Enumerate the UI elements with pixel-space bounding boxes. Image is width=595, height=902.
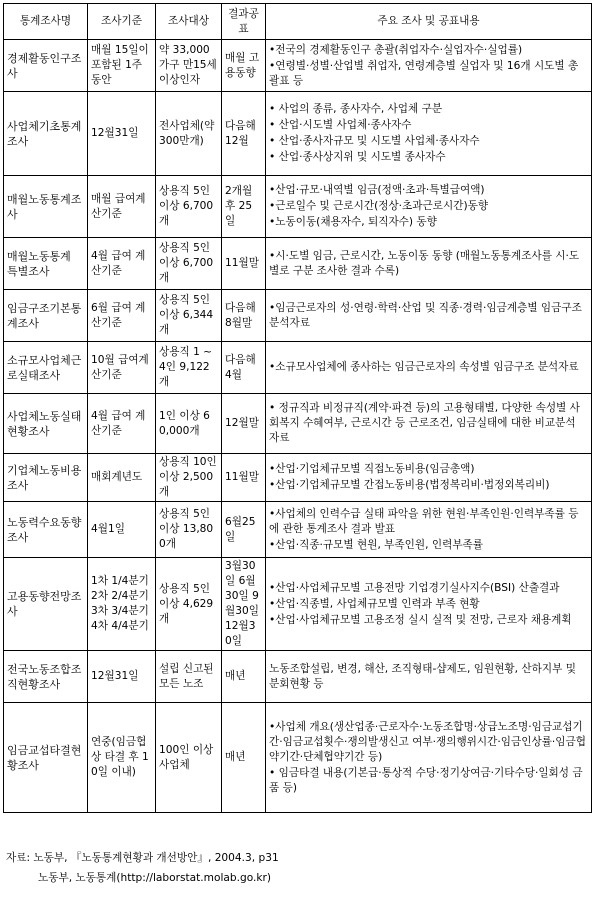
- content-item: •산업·직종별, 사업체규모별 인력과 부족 현황: [269, 597, 480, 610]
- content-item: •산업·직종·규모별 현원, 부족인원, 인력부족률: [269, 538, 484, 551]
- survey-basis: 4월1일: [88, 502, 156, 558]
- content-item: •사업체 개요(생산업종·근로자수·노동조합명·상급노조명·임금교섭기간·임금교섭횟수·쟁의발생신고 여부·쟁의행위시간·임금인상률·임금협약기간·단체협약기간 등): [269, 720, 586, 763]
- survey-target: 100인 이상 사업체: [156, 703, 222, 813]
- survey-release: 12월말: [222, 394, 266, 454]
- table-row: [4, 290, 592, 342]
- survey-basis: 12월31일: [88, 651, 156, 703]
- survey-name: 사업체노동실태현황조사: [4, 394, 88, 454]
- content-item: •산업·사업체규모별 고용전망 기업경기실사지수(BSI) 산출결과: [269, 581, 560, 594]
- survey-release: 2개월후 25일: [222, 176, 266, 238]
- header-basis: 조사기준: [88, 4, 156, 40]
- survey-contents: [266, 502, 592, 558]
- survey-contents: [266, 703, 592, 813]
- statistics-survey-table: [3, 3, 592, 813]
- survey-target: 상용직 10인 이상 2,500개: [156, 454, 222, 502]
- survey-contents: [266, 651, 592, 703]
- table-row: [4, 176, 592, 238]
- survey-name: 소규모사업체근로실태조사: [4, 342, 88, 394]
- survey-contents: [266, 238, 592, 290]
- survey-target: 설립 신고된 모든 노조: [156, 651, 222, 703]
- survey-name: 기업체노동비용조사: [4, 454, 88, 502]
- survey-contents: [266, 454, 592, 502]
- survey-contents: [266, 394, 592, 454]
- header-target: 조사대상: [156, 4, 222, 40]
- survey-target: 상용직 5인 이상 6,700개: [156, 238, 222, 290]
- table-row: [4, 238, 592, 290]
- table-row: [4, 558, 592, 651]
- survey-target: 상용직 5인 이상 13,800개: [156, 502, 222, 558]
- survey-release: 다음해 4월: [222, 342, 266, 394]
- survey-name: 매월노동통계조사: [4, 176, 88, 238]
- content-item: 노동조합설립, 변경, 해산, 조직형태-샵제도, 임원현황, 산하지부 및 분회현황 등: [269, 662, 576, 690]
- survey-name: 전국노동조합조직현황조사: [4, 651, 88, 703]
- survey-release: 매년: [222, 703, 266, 813]
- survey-contents: [266, 176, 592, 238]
- survey-target: 상용직 5인 이상 6,344개: [156, 290, 222, 342]
- table-row: [4, 454, 592, 502]
- source-note: [6, 848, 279, 888]
- survey-basis: 4월 급여 계산기준: [88, 394, 156, 454]
- header-release: 결과공표: [222, 4, 266, 40]
- content-item: •근로일수 및 근로시간(정상·초과근로시간)동향: [269, 200, 489, 212]
- survey-basis: 6월 급여 계산기준: [88, 290, 156, 342]
- survey-target: 약 33,000가구 만15세 이상인자: [156, 40, 222, 92]
- table-row: [4, 651, 592, 703]
- survey-name: 사업체기초통계조사: [4, 92, 88, 176]
- survey-basis: 4월 급여 계산기준: [88, 238, 156, 290]
- content-item: •소규모사업체에 종사하는 임금근로자의 속성별 임금구조 분석자료: [269, 361, 579, 373]
- survey-target: 1인 이상 60,000개: [156, 394, 222, 454]
- content-item: • 산업·시도별 사업체·종사자수: [269, 119, 412, 131]
- survey-release: 3월30일 6월30일 9월30일 12월30일: [222, 558, 266, 651]
- survey-release: 매월 고용동향: [222, 40, 266, 92]
- content-item: • 산업·종사자규모 및 시도별 사업체·종사자수: [269, 135, 480, 147]
- survey-name: 매월노동통계 특별조사: [4, 238, 88, 290]
- source-line-2: 노동부, 노동통계(http://laborstat.molab.go.kr): [38, 872, 271, 884]
- content-item: •전국의 경제활동인구 총괄(취업자수·실업자수·실업률): [269, 43, 523, 56]
- survey-contents: [266, 290, 592, 342]
- survey-basis: 매월 급여계산기준: [88, 176, 156, 238]
- survey-basis: 10월 급여계산기준: [88, 342, 156, 394]
- survey-basis: 연중(임금협상 타결 후 10일 이내): [88, 703, 156, 813]
- survey-release: 6월25일: [222, 502, 266, 558]
- content-item: • 임금타결 내용(기본급·통상적 수당·정기상여금·기타수당·일회성 금품 등): [269, 766, 583, 794]
- content-item: •산업·기업체규모별 직접노동비용(임금총액): [269, 463, 475, 475]
- survey-release: 매년: [222, 651, 266, 703]
- content-item: •산업·사업체규모별 고용조정 실시 실적 및 전망, 근로자 채용계획: [269, 613, 572, 626]
- source-line-1: 자료: 노동부, 『노동통계현황과 개선방안』, 2004.3, p31: [6, 852, 279, 864]
- header-survey-name: 통계조사명: [4, 4, 88, 40]
- table-row: [4, 40, 592, 92]
- survey-name: 경제활동인구조사: [4, 40, 88, 92]
- survey-contents: [266, 342, 592, 394]
- survey-contents: [266, 92, 592, 176]
- table-row: [4, 703, 592, 813]
- table-row: [4, 394, 592, 454]
- survey-basis: 매월 15일이 포함된 1주동안: [88, 40, 156, 92]
- survey-release: 11월말: [222, 238, 266, 290]
- survey-target: 상용직 1 ~ 4인 9,122개: [156, 342, 222, 394]
- survey-target: 상용직 5인 이상 6,700개: [156, 176, 222, 238]
- survey-target: 전사업체(약 300만개): [156, 92, 222, 176]
- table-header-row: [4, 4, 592, 40]
- content-item: •연령별·성별·산업별 취업자, 연령계층별 실업자 및 16개 시도별 총괄표 등: [269, 59, 579, 87]
- survey-name: 노동력수요동향조사: [4, 502, 88, 558]
- survey-contents: [266, 40, 592, 92]
- content-item: •시·도별 임금, 근로시간, 노동이동 동향 (매월노동통계조사를 시·도별로 구분 조사한 결과 수록): [269, 249, 580, 277]
- table-row: [4, 92, 592, 176]
- content-item: • 사업의 종류, 종사자수, 사업체 구분: [269, 103, 443, 115]
- survey-name: 고용동향전망조사: [4, 558, 88, 651]
- header-contents: 주요 조사 및 공표내용: [266, 4, 592, 40]
- survey-release: 다음해 12월: [222, 92, 266, 176]
- content-item: •산업·기업체규모별 간접노동비용(법정복리비·법정외복리비): [269, 479, 550, 491]
- content-item: • 정규직과 비정규직(계약·파견 등)의 고용형태별, 다양한 속성별 사회복지 수혜여부, 근로시간 등 근로조건, 임금실태에 대한 비교분석 자료: [269, 402, 580, 444]
- survey-basis: 12월31일: [88, 92, 156, 176]
- survey-release: 다음해 8월말: [222, 290, 266, 342]
- survey-basis: 매회계년도: [88, 454, 156, 502]
- survey-contents: [266, 558, 592, 651]
- content-item: •사업체의 인력수급 실태 파악을 위한 현원·부족인원·인력부족률 등에 관한 통계조사 결과 발표: [269, 507, 579, 535]
- content-item: •산업·규모·내역별 임금(정액·초과·특별급여액): [269, 184, 485, 196]
- content-item: •노동이동(채용자수, 퇴직자수) 동향: [269, 216, 437, 228]
- survey-target: 상용직 5인이상 4,629개: [156, 558, 222, 651]
- content-item: • 산업·종사상지위 및 시도별 종사자수: [269, 151, 446, 163]
- survey-name: 임금교섭타결현황조사: [4, 703, 88, 813]
- table-row: [4, 502, 592, 558]
- survey-basis: 1차 1/4분기 2차 2/4분기 3차 3/4분기 4차 4/4분기: [88, 558, 156, 651]
- table-row: [4, 342, 592, 394]
- survey-release: 11월말: [222, 454, 266, 502]
- content-item: •임금근로자의 성·연령·학력·산업 및 직종·경력·임금계층별 임금구조 분석자료: [269, 301, 582, 329]
- survey-name: 임금구조기본통계조사: [4, 290, 88, 342]
